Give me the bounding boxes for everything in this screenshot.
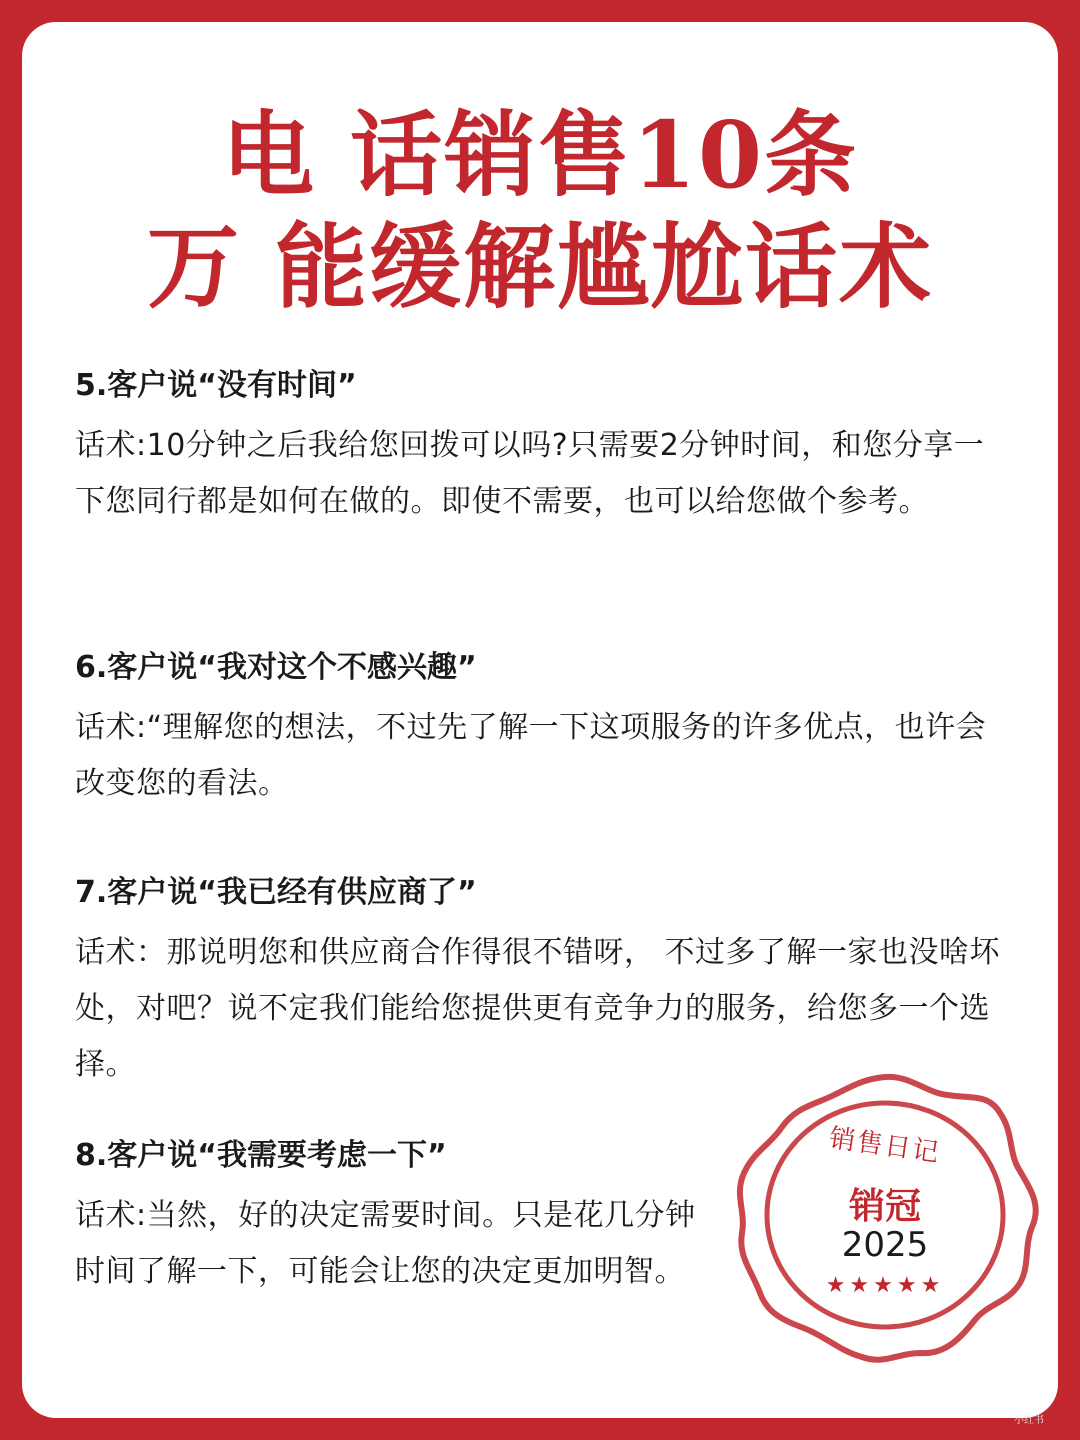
seal-year: 2025 [841,1225,929,1265]
page-title-line-1: 电 话销售10条 [221,101,859,209]
tip-heading: 8.客户说“我需要考虑一下” [75,1138,447,1173]
star-rating-icon: ★★★★★ [825,1273,945,1298]
tip-body: 话术：那说明您和供应商合作得很不错呀， 不过多了解一家也没啥坏处，对吧？说不定我们能给您提供更有竞争力的服务，给您多一个选择。 [75,935,1001,1082]
seal-stamp [730,1065,1040,1365]
tip-section-8 [75,1136,715,1300]
page-title-line-2: 万 能缓解尴尬话术 [146,213,934,321]
tip-heading: 6.客户说“我对这个不感兴趣” [75,650,477,685]
tip-section-6 [75,648,1010,812]
tip-section-5 [75,366,1010,530]
tip-body: 话术:当然，好的决定需要时间。只是花几分钟时间了解一下，可能会让您的决定更加明智。 [75,1198,696,1289]
seal-name: 销冠 [848,1186,921,1227]
watermark: 小红书 [1014,1415,1044,1426]
tip-heading: 5.客户说“没有时间” [75,368,357,403]
tip-section-7 [75,873,1010,1093]
tip-body: 话术:“理解您的想法，不过先了解一下这项服务的许多优点，也许会改变您的看法。 [75,710,987,801]
tip-heading: 7.客户说“我已经有供应商了” [75,875,477,910]
seal-top-text: 销售日记 [827,1123,943,1169]
tip-body: 话术:10分钟之后我给您回拨可以吗?只需要2分钟时间，和您分享一下您同行都是如何在做的。即使不需要，也可以给您做个参考。 [75,428,985,519]
